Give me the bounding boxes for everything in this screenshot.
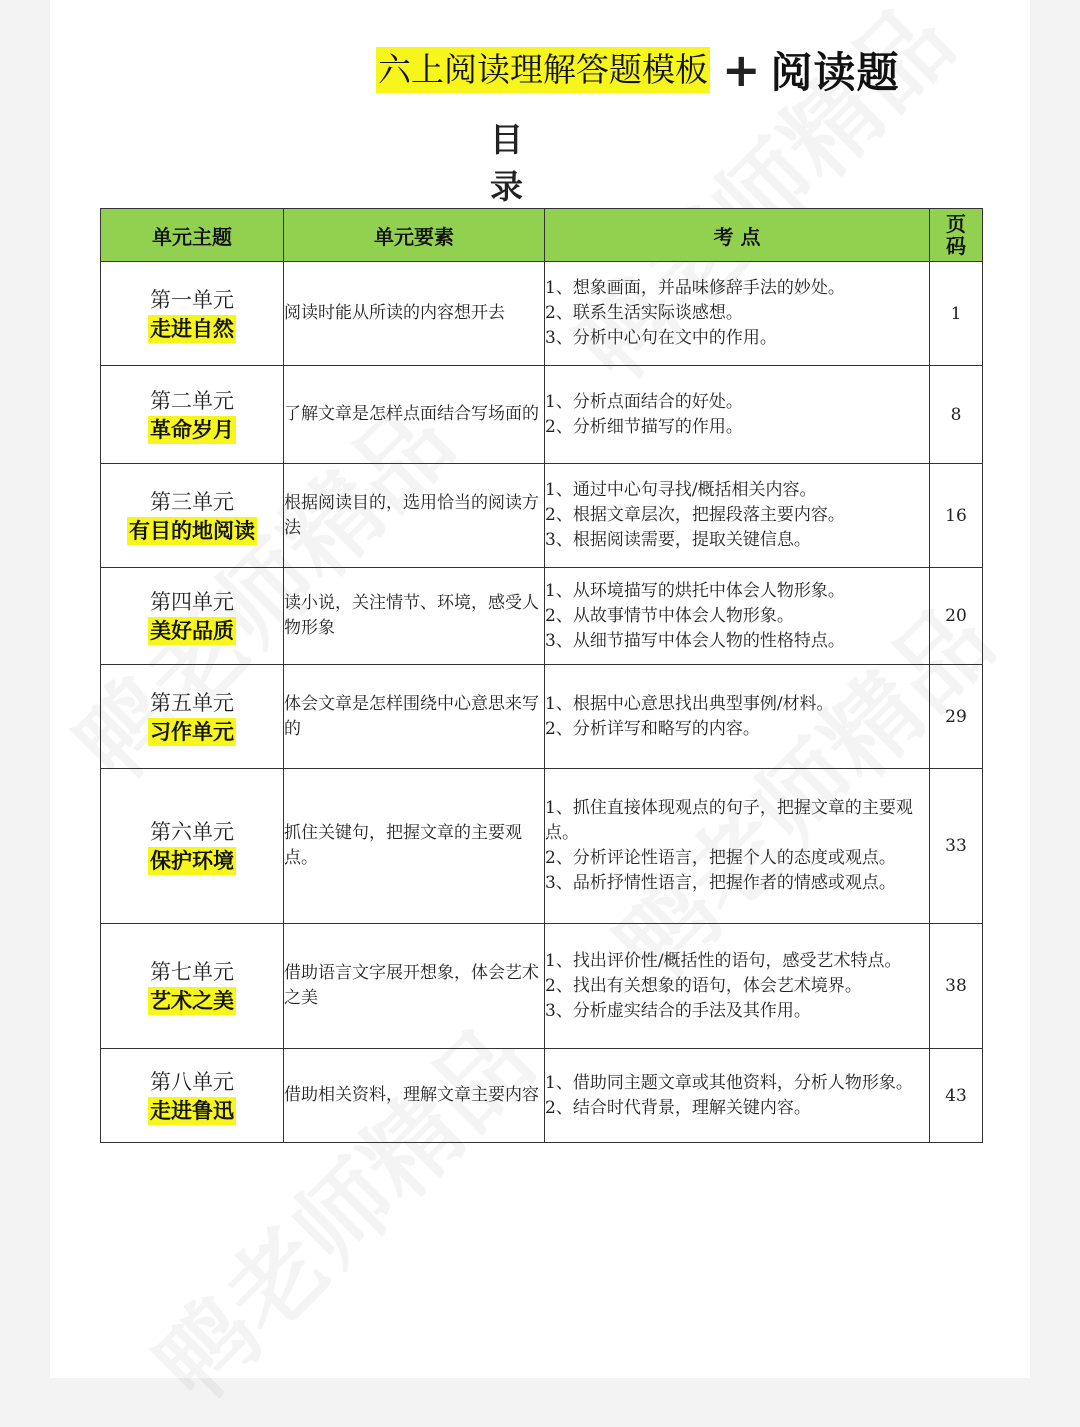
- page-number: 38: [930, 924, 983, 1049]
- unit-element: 阅读时能从所读的内容想开去: [284, 262, 545, 366]
- table-row: [101, 924, 983, 1049]
- page-number: 29: [930, 665, 983, 769]
- toc-table: [100, 208, 983, 1143]
- exam-points: [545, 1049, 930, 1143]
- page-number: 43: [930, 1049, 983, 1143]
- page-number: 1: [930, 262, 983, 366]
- unit-element: 读小说，关注情节、环境，感受人物形象: [284, 568, 545, 665]
- unit-number: 第八单元: [150, 1069, 234, 1094]
- exam-point: 3、根据阅读需要，提取关键信息。: [545, 530, 811, 550]
- unit-theme: 走进鲁迅: [150, 1098, 234, 1123]
- page-number: 33: [930, 769, 983, 924]
- unit-number: 第六单元: [150, 820, 234, 844]
- unit-element: 了解文章是怎样点面结合写场面的: [284, 366, 545, 464]
- header-theme: 单元主题: [101, 209, 284, 262]
- unit-number: 第四单元: [150, 590, 234, 614]
- unit-cell: [101, 464, 284, 568]
- table-row: [101, 769, 983, 924]
- table-header-row: [101, 209, 983, 262]
- unit-cell: [101, 568, 284, 665]
- header-page: 页码: [930, 209, 983, 262]
- unit-theme: 保护环境: [150, 849, 234, 873]
- exam-points: [545, 568, 930, 665]
- unit-number: 第七单元: [150, 960, 234, 984]
- table-row: [101, 568, 983, 665]
- exam-points: [545, 464, 930, 568]
- exam-point: 1、想象画面，并品味修辞手法的妙处。: [545, 278, 845, 298]
- exam-point: 2、根据文章层次，把握段落主要内容。: [545, 505, 845, 525]
- exam-point: 2、分析详写和略写的内容。: [545, 718, 760, 739]
- title-plus: +: [722, 43, 761, 97]
- exam-point: 3、从细节描写中体会人物的性格特点。: [545, 630, 845, 651]
- exam-point: 3、分析虚实结合的手法及其作用。: [545, 1000, 811, 1021]
- unit-cell: [101, 665, 284, 769]
- unit-number: 第五单元: [150, 690, 234, 715]
- unit-theme: 习作单元: [150, 719, 234, 744]
- exam-point: 3、分析中心句在文中的作用。: [545, 328, 777, 348]
- table-row: [101, 464, 983, 568]
- unit-number: 第二单元: [150, 388, 234, 413]
- exam-point: 3、品析抒情性语言，把握作者的情感或观点。: [545, 873, 896, 893]
- exam-point: 1、分析点面结合的好处。: [545, 391, 743, 412]
- exam-point: 2、分析细节描写的作用。: [545, 416, 743, 437]
- exam-point: 1、通过中心句寻找/概括相关内容。: [545, 480, 817, 500]
- exam-point: 1、借助同主题文章或其他资料，分析人物形象。: [545, 1072, 913, 1093]
- exam-point: 1、从环境描写的烘托中体会人物形象。: [545, 580, 845, 601]
- unit-element: 体会文章是怎样围绕中心意思来写的: [284, 665, 545, 769]
- toc-heading: 目录: [490, 120, 549, 206]
- table-row: [101, 262, 983, 366]
- page-number: 8: [930, 366, 983, 464]
- unit-cell: [101, 1049, 284, 1143]
- unit-cell: [101, 924, 284, 1049]
- unit-theme: 美好品质: [150, 619, 234, 643]
- exam-point: 2、从故事情节中体会人物形象。: [545, 605, 794, 626]
- exam-point: 2、找出有关想象的语句，体会艺术境界。: [545, 975, 862, 996]
- exam-point: 1、根据中心意思找出典型事例/材料。: [545, 693, 834, 714]
- unit-theme: 革命岁月: [150, 417, 234, 442]
- unit-cell: [101, 262, 284, 366]
- unit-theme: 有目的地阅读: [129, 518, 255, 543]
- exam-points: [545, 366, 930, 464]
- unit-cell: [101, 366, 284, 464]
- table-row: [101, 665, 983, 769]
- table-row: [101, 1049, 983, 1143]
- unit-theme: 艺术之美: [150, 989, 234, 1013]
- exam-points: [545, 924, 930, 1049]
- exam-point: 2、联系生活实际谈感想。: [545, 303, 743, 323]
- unit-number: 第三单元: [150, 489, 234, 514]
- exam-point: 1、抓住直接体现观点的句子，把握文章的主要观点。: [545, 798, 913, 843]
- page-number: 20: [930, 568, 983, 665]
- title-extra: 阅读题: [770, 48, 900, 97]
- header-points: 考 点: [545, 209, 930, 262]
- exam-point: 2、结合时代背景，理解关键内容。: [545, 1097, 811, 1118]
- unit-element: 根据阅读目的，选用恰当的阅读方法: [284, 464, 545, 568]
- unit-number: 第一单元: [150, 287, 234, 312]
- exam-point: 1、找出评价性/概括性的语句，感受艺术特点。: [545, 950, 902, 971]
- exam-points: [545, 769, 930, 924]
- page-number: 16: [930, 464, 983, 568]
- unit-cell: [101, 769, 284, 924]
- document-title: [376, 44, 900, 96]
- unit-element: 借助相关资料，理解文章主要内容: [284, 1049, 545, 1143]
- title-main: 六上阅读理解答题模板: [376, 47, 710, 93]
- exam-point: 2、分析评论性语言，把握个人的态度或观点。: [545, 848, 896, 868]
- unit-theme: 走进自然: [150, 316, 234, 341]
- exam-points: [545, 665, 930, 769]
- table-row: [101, 366, 983, 464]
- header-elements: 单元要素: [284, 209, 545, 262]
- exam-points: [545, 262, 930, 366]
- unit-element: 抓住关键句，把握文章的主要观点。: [284, 769, 545, 924]
- unit-element: 借助语言文字展开想象，体会艺术之美: [284, 924, 545, 1049]
